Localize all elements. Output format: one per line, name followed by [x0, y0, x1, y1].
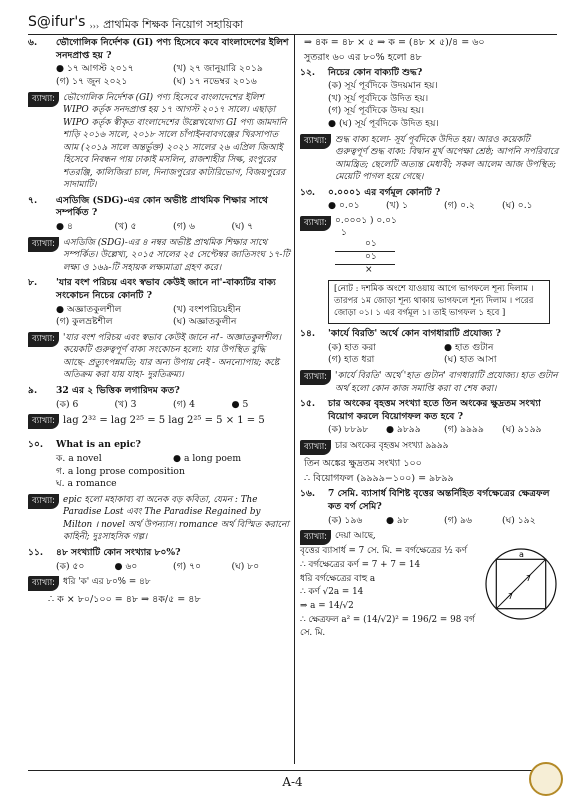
option: গ. a long prose composition [56, 465, 185, 477]
calculation: ⇒ ৪ক = ৪৮ × ৫ ⇒ ক = (৪৮ × ৫)/৪ = ৬০ [304, 37, 485, 48]
explanation-tag: ব্যাখ্যা: [300, 530, 331, 545]
diagonal-line [496, 560, 545, 609]
explanation-text: এসডিজি (SDG)-এর ৪ নম্বর অভীষ্ট প্রাথমিক শিক্ষার সাথে সম্পর্কিত। উল্লেখ্য, ২০১৫ সালের ২৫ সেপ্টেম্বর জাতিসংঘ ১৭-টি লক্ষ্য ও ১৬৯-টি সহায়ক লক্ষ্যমাত্রা গ্রহণ করে। [63, 237, 290, 273]
calculation: ধরি বর্গক্ষেত্রের বাহু a [300, 573, 376, 584]
question-number: ৮. [28, 277, 38, 289]
question-number: ১৫. [300, 398, 316, 410]
option-correct: ● ৯৮৯৯ [386, 424, 444, 437]
solution-lines [300, 545, 482, 640]
question-6 [28, 37, 290, 62]
option: (ঘ) ৭ [231, 221, 254, 232]
question-8 [28, 277, 290, 302]
calculation: ⇒ a = 14/√2 [300, 600, 354, 611]
circle-square-figure [482, 545, 560, 623]
options [28, 304, 290, 329]
long-division [335, 216, 397, 276]
option: (গ) ৯৬ [444, 514, 473, 526]
explanation-text: epic হলো মহাকাব্য বা অনেক বড় কবিতা, যেমন : The Paradise Lost এবং The Paradise Regained by Milton । novel অর্থ উপন্যাস। romance অর্থ বিস্মিত করানো কাহিনী; দুঃসাহসিক গল্প। [63, 494, 289, 543]
calculation: ∴ ক্ষেত্রফল a² = (14/√2)² = 196/2 = 98 বর্গ সে. মি. [300, 614, 475, 639]
option: (গ) ৭০ [173, 560, 202, 572]
question-text: 32 এর ২ ভিত্তিক লগারিদম কত? [56, 384, 180, 396]
explanation [28, 332, 290, 382]
division-line: ১ [341, 227, 347, 238]
question-text: ভৌগোলিক নির্দেশক (GI) পণ্য হিসেবে কবে বাংলাদেশের ইলিশ সনদপ্রাপ্ত হয় ? [56, 37, 289, 61]
explanation-tag: ব্যাখ্যা: [28, 92, 59, 107]
option-correct: ● ৪ [56, 221, 115, 234]
explanation [28, 237, 290, 274]
option-correct: ● অজ্ঞাতকুলশীল [56, 304, 173, 317]
option: (খ) বংশপরিচয়হীন [173, 303, 241, 315]
question-text: 'যার বংশ পরিচয় এবং স্বভাব কেউই জানে না'-বাক্যটির বাক্য সংকোচন নিচের কোনটি ? [56, 277, 276, 301]
options [28, 221, 290, 234]
question-text: ০.০০০১ এর বর্গমূল কোনটি ? [328, 186, 441, 198]
options [300, 515, 560, 528]
explanation [28, 494, 290, 544]
note-box: [নোট : দশমিক অংশে যাওয়ায় আগে ভাগফলে শূন্য দিলাম । তারপর ১ম জোড়া শূন্য থাকায় ভাগফলে শূন্য দিলাম । পরের জোড়া ০১। ১ এর বর্গমূল ১। তাই ভাগফল ১ হবে ] [328, 280, 550, 324]
question-number: ৬. [28, 37, 38, 48]
option: ঘ. a romance [56, 478, 117, 490]
explanation-tag: ব্যাখ্যা: [300, 134, 331, 149]
explanation-text: শুদ্ধ বাক্য হলো- সূর্য পূর্বদিকে উদিত হয়। আরও কয়েকটি গুরুত্বপূর্ণ শুদ্ধ বাক্য: বিদ্বান মূর্খ অপেক্ষা শ্রেষ্ঠ; আপনি সপরিবারে আমন্ত্রিত; ছেলেটি অত্যন্ত মেধাবী; সকল আলেম আজ উপস্থিত; মেয়েটি পাগল হয়ে গেছে। [335, 134, 559, 183]
option: (খ) ৫ [114, 221, 137, 232]
option: (গ) ৯৯৯৯ [444, 424, 484, 436]
explanation [28, 92, 290, 192]
option: (ঘ) ৯১৯৯ [502, 424, 542, 436]
options [28, 63, 290, 88]
question-14 [300, 328, 560, 341]
explanation-text: ভৌগোলিক নির্দেশক (GI) পণ্য হিসেবে বাংলাদেশের ইলিশ WIPO কর্তৃক সনদপ্রাপ্ত হয় ১৭ আগস্ট ২০১৭ সালে। এছাড়া WIPO কর্তৃক স্বীকৃত বাংলাদেশের উল্লেখযোগ্য GI পণ্য জামদানি শাড়ি ২০১৬ সালে, ২০১৮ সালে চাঁপাইনবাবগঞ্জের খিরসাপাত আম (২০১৯ সালে অন্তর্ভুক্ত) ২০২১ সালের ২৬ এপ্রিল জিআই হিসেবে নিবন্ধন পায় ঢাকাই মসলিন, রাজশাহীর সিল্ক, রংপুরের শতরঞ্জি, কালিজিরা চাল, দিনাজপুরের কাটারিভোগ, বিজয়পুরের সাদামাটি। [63, 92, 287, 191]
option-correct: ● হাত গুটান [444, 342, 560, 355]
explanation-text: ধরি 'ক' এর ৮০% = ৪৮ [63, 577, 151, 588]
question-7 [28, 195, 290, 220]
option-correct: ● ৬০ [115, 561, 174, 574]
question-12 [300, 67, 560, 80]
book-subtitle: প্রাথমিক শিক্ষক নিয়োগ সহায়িকা [103, 17, 244, 31]
explanation-text: চার অংকের বৃহত্তম সংখ্যা ৯৯৯৯ [335, 441, 449, 452]
calculation: ∴ ক × ৮০/১০০ = ৪৮ ⇒ ৪ক/৫ = ৪৮ [48, 594, 201, 606]
explanation-tag: ব্যাখ্যা: [28, 494, 59, 509]
publisher-logo-icon [529, 762, 563, 796]
option-correct: ● ৯৮ [386, 515, 444, 528]
question-number: ১৩. [300, 186, 316, 198]
question-9 [28, 385, 290, 398]
question-number: ১৬. [300, 488, 316, 500]
option: (খ) 3 [114, 398, 137, 410]
calculation: ∴ বিয়োগফল (৯৯৯৯−১০০) = ৯৮৯৯ [304, 473, 454, 485]
question-text: What is an epic? [56, 439, 141, 451]
question-number: ৭. [28, 194, 38, 206]
option: (ঘ) ৮০ [231, 560, 260, 572]
explanation-tag: ব্যাখ্যা: [28, 414, 59, 429]
calculation-note: সুতরাং ৬০ এর ৮০% হলো ৪৮ [304, 52, 422, 64]
options [300, 200, 560, 213]
explanation [300, 216, 560, 276]
option: (ক) সূর্য পূর্বদিকে উদয়মান হয়। [328, 79, 438, 91]
option: (গ) ০.২ [444, 200, 475, 212]
left-column [28, 34, 290, 606]
explanation-text: দেয়া আছে, [335, 531, 376, 542]
options [28, 453, 290, 491]
page-header [28, 10, 557, 35]
question-number: ১১. [28, 546, 44, 558]
option: (গ) হাত ধরা [328, 354, 375, 366]
option: ক. a novel [56, 452, 102, 464]
side-label: a [519, 550, 524, 560]
question-number: ৯. [28, 384, 38, 396]
options [300, 342, 560, 367]
options [28, 399, 290, 412]
question-text: 7 সেমি. ব্যাসার্ধ বিশিষ্ট বৃত্তের অন্তর্নিহিত বর্গক্ষেত্রের ক্ষেত্রফল কত বর্গ সেমি? [328, 488, 550, 513]
calculation: ∴ কর্ণ √2a = 14 [300, 587, 364, 598]
division-line: × [335, 264, 395, 277]
explanation [300, 440, 560, 455]
options [300, 80, 560, 131]
question-16 [300, 488, 560, 513]
page-footer [28, 770, 557, 791]
question-10 [28, 439, 290, 452]
option-correct: ● (ঘ) সূর্য পূর্বদিকে উদিত হয়। [328, 118, 560, 131]
options [300, 424, 560, 437]
option: (ক) হাত করা [328, 341, 376, 353]
option: (ঘ) অজ্ঞাতকুলীন [173, 316, 237, 328]
option: (ক) ৫০ [56, 560, 85, 572]
explanation-tag: ব্যাখ্যা: [300, 440, 331, 455]
right-column [300, 34, 560, 641]
question-13 [300, 187, 560, 200]
option: (ঘ) ১৭ নভেম্বর ২০১৬ [173, 76, 257, 88]
option: (খ) সূর্য পূর্বদিকে উদিত হয়। [328, 92, 429, 104]
explanation [300, 530, 560, 545]
explanation-tag: ব্যাখ্যা: [300, 370, 331, 385]
option: (খ) ২৭ জানুয়ারি ২০১৯ [173, 63, 263, 75]
question-number: ১০. [28, 439, 44, 451]
option-correct: ● ০.০১ [328, 200, 386, 213]
option: (গ) ১৭ জুন ২০২১ [56, 76, 128, 88]
question-text: চার অংকের বৃহত্তম সংখ্যা হতে তিন অংকের ক্ষুদ্রতম সংখ্যা বিয়োগ করলে বিয়োগফল কত হবে ? [328, 398, 541, 422]
explanation-tag: ব্যাখ্যা: [28, 332, 59, 347]
question-text: 'কার্যে বিরতি' অর্থে কোন বাগধারাটি প্রযোজ্য ? [328, 328, 501, 340]
column-divider [294, 34, 295, 764]
option: (ঘ) হাত আসা [444, 354, 497, 366]
question-15 [300, 398, 560, 423]
calculation: বৃত্তের ব্যাসার্ধ = 7 সে. মি. = বর্গক্ষেত্রের ½ কর্ণ [300, 546, 467, 557]
question-text: ৪৮ সংখ্যাটি কোন সংখ্যার ৮০%? [56, 546, 181, 558]
option: (ঘ) ০.১ [502, 200, 533, 212]
option-correct: ● ১৭ আগস্ট ২০১৭ [56, 63, 173, 76]
option: (ঘ) ১৯২ [502, 514, 536, 526]
explanation-tag: ব্যাখ্যা: [28, 237, 59, 252]
question-11 [28, 547, 290, 560]
explanation-tag: ব্যাখ্যা: [300, 216, 331, 231]
division-line: ০.০০০১ ) ০.০১ [335, 215, 397, 226]
brand-name: S@ifur's [28, 13, 86, 30]
explanation-tag: ব্যাখ্যা: [28, 576, 59, 591]
explanation [28, 576, 290, 591]
division-line: ০১ [365, 252, 377, 263]
math-expression: lag 2³² = lag 2²⁵ = 5 lag 2²⁵ = 5 × 1 = 5 [63, 415, 265, 427]
question-text: এসডিজি (SDG)-এর কোন অভীষ্ট প্রাথমিক শিক্ষার সাথে সম্পর্কিত ? [56, 194, 268, 219]
option-correct: ● 5 [232, 399, 291, 412]
option-correct: ● a long poem [173, 453, 290, 466]
explanation [300, 370, 560, 395]
explanation-text: 'কার্যে বিরতি' অর্থে 'হাত গুটান' বাগধারাটি প্রযোজ্য। হাত গুটান অর্থ হলো কোন কাজ সমাপ্তি করা বা শেষ করা। [335, 371, 558, 394]
arrows-icon: ››› [89, 21, 100, 31]
option: (গ) ৬ [173, 221, 196, 232]
option: (গ) 4 [173, 398, 195, 410]
option: (ক) 6 [56, 398, 79, 410]
calculation: তিন অঙ্কের ক্ষুদ্রতম সংখ্যা ১০০ [304, 458, 422, 470]
radius-label: 7 [526, 574, 532, 584]
options [28, 561, 290, 574]
explanation-text: 'যার বংশ পরিচয় এবং স্বভাব কেউই জানে না'- অজ্ঞাতকুলশীল। কয়েকটি গুরুত্বপূর্ণ বাক্য সংকোচন হলো: যার উপস্থিত বুদ্ধি আছে- প্রত্যুৎপন্নমতি; যার অন্য উপায় নেই - অনন্যোপায়; কষ্টে অতিক্রম করা যায় যাহা- দুরতিক্রম্য। [63, 332, 282, 381]
question-number: ১৪. [300, 328, 316, 340]
page-number: A-4 [282, 775, 303, 789]
explanation [28, 414, 290, 429]
question-number: ১২. [300, 67, 316, 79]
calculation: ∴ বর্গক্ষেত্রের কর্ণ = 7 + 7 = 14 [300, 560, 421, 571]
option: (খ) ১ [386, 200, 409, 212]
option: (ক) ৮৮৯৮ [328, 424, 369, 436]
radius-label: 7 [508, 592, 514, 602]
division-line: ০১ [335, 239, 395, 252]
option: (ক) ১৯৬ [328, 514, 363, 526]
explanation [300, 134, 560, 184]
option: (গ) কুলভ্রষ্টশীল [56, 316, 113, 328]
option: (গ) সূর্য পূর্বদিকে উদয় হয়। [328, 105, 425, 117]
solution-area [300, 545, 560, 640]
question-text: নিচের কোন বাক্যটি শুদ্ধ? [328, 67, 423, 79]
